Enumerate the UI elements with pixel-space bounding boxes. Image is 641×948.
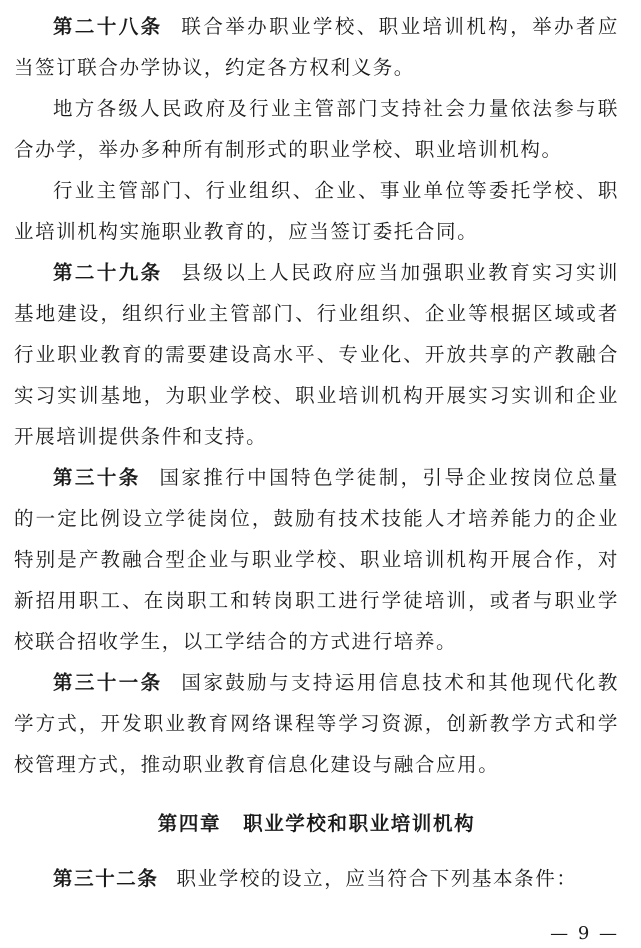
article-list bbox=[14, 6, 619, 785]
chapter-title: 职业学校和职业培训机构 bbox=[243, 812, 476, 835]
paragraph bbox=[14, 662, 619, 785]
paragraph-text: 职业学校的设立，应当符合下列基本条件： bbox=[176, 867, 578, 890]
paragraph bbox=[14, 6, 619, 88]
page-number: — 9 — bbox=[550, 923, 619, 944]
paragraph bbox=[14, 858, 619, 899]
article-number: 第三十条 bbox=[53, 466, 141, 489]
paragraph bbox=[14, 252, 619, 457]
article-number: 第三十一条 bbox=[53, 671, 163, 694]
paragraph bbox=[14, 88, 619, 170]
chapter-heading bbox=[14, 803, 619, 844]
paragraph bbox=[14, 170, 619, 252]
paragraph-text: 国家鼓励与支持运用信息技术和其他现代化教学方式，开发职业教育网络课程等学习资源，创新教学方式和学校管理方式，推动职业教育信息化建设与融合应用。 bbox=[14, 671, 619, 776]
paragraph-text: 县级以上人民政府应当加强职业教育实习实训基地建设，组织行业主管部门、行业组织、企业等根据区域或者行业职业教育的需要建设高水平、专业化、开放共享的产教融合实习实训基地，为职业学校、职业培训机构开展实习实训和企业开展培训提供条件和支持。 bbox=[14, 261, 619, 448]
paragraph-text: 国家推行中国特色学徒制，引导企业按岗位总量的一定比例设立学徒岗位，鼓励有技术技能人才培养能力的企业特别是产教融合型企业与职业学校、职业培训机构开展合作，对新招用职工、在岗职工和转岗职工进行学徒培训，或者与职业学校联合招收学生，以工学结合的方式进行培养。 bbox=[14, 466, 619, 653]
article-number: 第三十二条 bbox=[53, 867, 159, 890]
paragraph-text: 地方各级人民政府及行业主管部门支持社会力量依法参与联合办学，举办多种所有制形式的职业学校、职业培训机构。 bbox=[14, 97, 619, 161]
paragraph-text: 联合举办职业学校、职业培训机构，举办者应当签订联合办学协议，约定各方权利义务。 bbox=[14, 15, 619, 79]
paragraph bbox=[14, 457, 619, 662]
article-number: 第二十八条 bbox=[53, 15, 163, 38]
chapter-number: 第四章 bbox=[157, 812, 222, 835]
article-number: 第二十九条 bbox=[53, 261, 163, 284]
paragraph-text: 行业主管部门、行业组织、企业、事业单位等委托学校、职业培训机构实施职业教育的，应当签订委托合同。 bbox=[14, 179, 619, 243]
